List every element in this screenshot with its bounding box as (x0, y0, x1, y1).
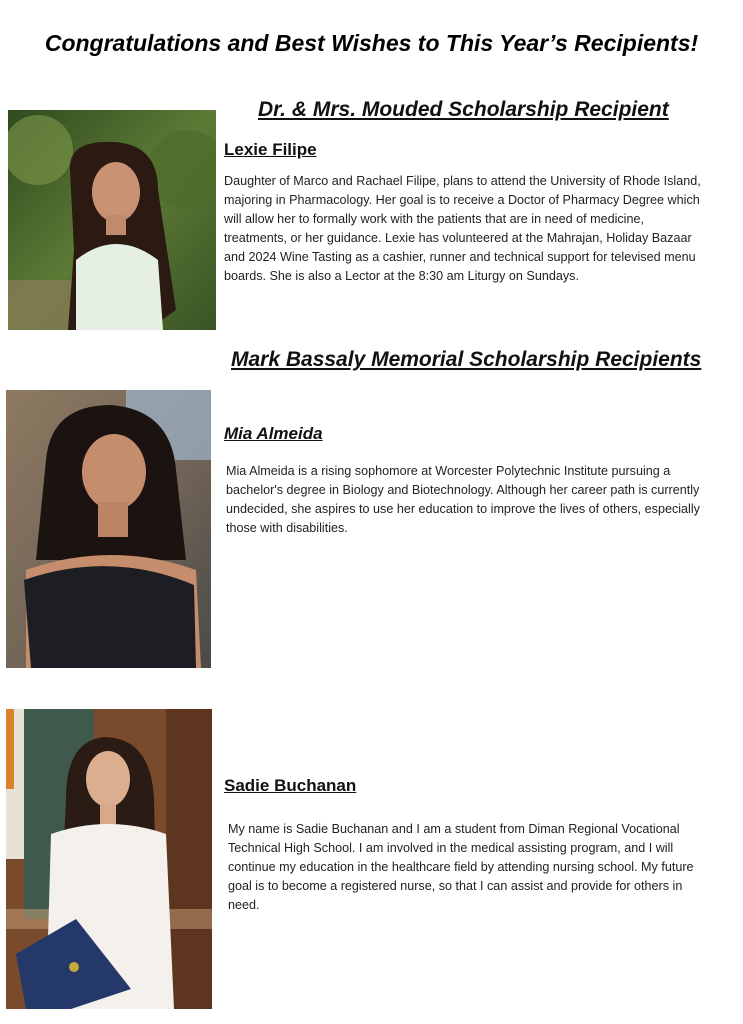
photo-sadie-buchanan (6, 709, 212, 1009)
recipient-bio-sadie-buchanan: My name is Sadie Buchanan and I am a student from Diman Regional Vocational Technical High School. I am involved in the medical assisting program, and I will continue my education in the healthcare field by attending nursing school. My future goal is to become a registered nurse, so that I can assist and provide for others in need. (228, 822, 694, 912)
recipient-name-sadie-buchanan: Sadie Buchanan (224, 776, 357, 795)
photo-mia-almeida (6, 390, 211, 668)
recipient-bio-mia-almeida: Mia Almeida is a rising sophomore at Worcester Polytechnic Institute pursuing a bachelor's degree in Biology and Biotechnology. Although her career path is currently undecided, she aspires to use her education to improve the lives of others, especially those with disabilities. (226, 464, 700, 535)
recipient-bio-lexie-filipe: Daughter of Marco and Rachael Filipe, plans to attend the University of Rhode Island, majoring in Pharmacology. Her goal is to receive a Doctor of Pharmacy Degree which will allow her to formally work with the patients that are in need of medicine, treatments, or her guidance. Lexie has volunteered at the Mahrajan, Holiday Bazaar and 2024 Wine Tasting as a cashier, runner and technical support for televised menu boards. She is also a Lector at the 8:30 am Liturgy on Sundays. (224, 174, 701, 283)
recipient-name-lexie-filipe: Lexie Filipe (224, 140, 317, 159)
section-title-mouded: Dr. & Mrs. Mouded Scholarship Recipient (258, 98, 669, 121)
photo-lexie-filipe (8, 110, 216, 330)
section-title-bassaly: Mark Bassaly Memorial Scholarship Recipients (231, 348, 702, 371)
recipient-name-mia-almeida: Mia Almeida (224, 424, 323, 443)
page-headline: Congratulations and Best Wishes to This Year’s Recipients! (44, 30, 699, 56)
